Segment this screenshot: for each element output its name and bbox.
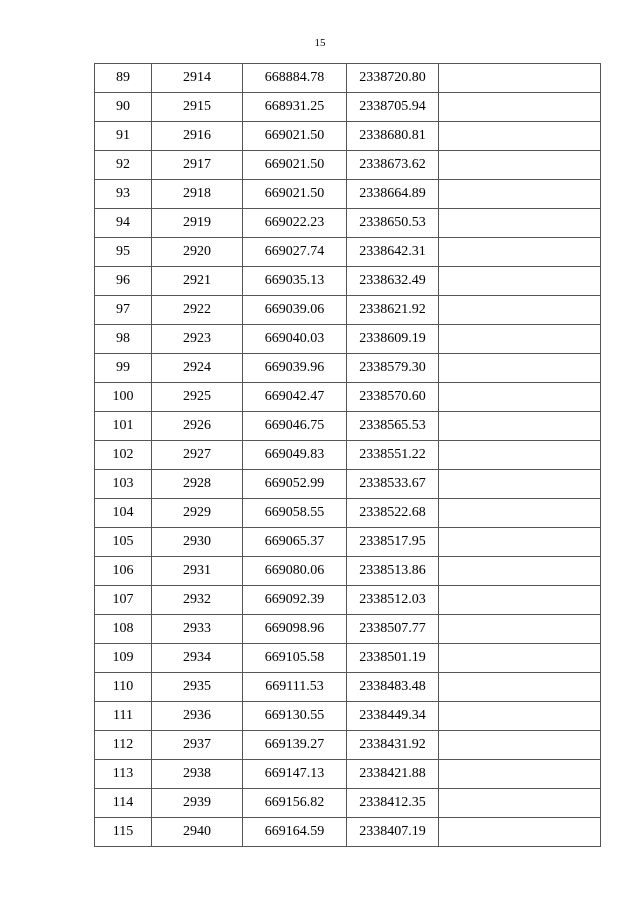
remarks-cell [439, 557, 601, 586]
point-number-cell: 2935 [152, 673, 243, 702]
table-row [95, 760, 601, 789]
point-number-cell: 2918 [152, 180, 243, 209]
remarks-cell [439, 760, 601, 789]
y-coordinate-cell: 2338421.88 [347, 760, 439, 789]
table-row [95, 789, 601, 818]
remarks-cell [439, 499, 601, 528]
x-coordinate-cell: 669130.55 [243, 702, 347, 731]
point-number-cell: 2916 [152, 122, 243, 151]
row-index-cell: 95 [95, 238, 152, 267]
y-coordinate-cell: 2338501.19 [347, 644, 439, 673]
remarks-cell [439, 383, 601, 412]
coordinate-table [94, 63, 601, 847]
point-number-cell: 2931 [152, 557, 243, 586]
remarks-cell [439, 64, 601, 93]
row-index-cell: 108 [95, 615, 152, 644]
remarks-cell [439, 325, 601, 354]
point-number-cell: 2932 [152, 586, 243, 615]
row-index-cell: 97 [95, 296, 152, 325]
table-row [95, 557, 601, 586]
remarks-cell [439, 731, 601, 760]
table-row [95, 267, 601, 296]
table-row [95, 209, 601, 238]
row-index-cell: 93 [95, 180, 152, 209]
remarks-cell [439, 296, 601, 325]
row-index-cell: 113 [95, 760, 152, 789]
point-number-cell: 2919 [152, 209, 243, 238]
row-index-cell: 89 [95, 64, 152, 93]
table-row [95, 325, 601, 354]
row-index-cell: 109 [95, 644, 152, 673]
remarks-cell [439, 615, 601, 644]
point-number-cell: 2933 [152, 615, 243, 644]
y-coordinate-cell: 2338579.30 [347, 354, 439, 383]
x-coordinate-cell: 669052.99 [243, 470, 347, 499]
point-number-cell: 2925 [152, 383, 243, 412]
table-row [95, 702, 601, 731]
y-coordinate-cell: 2338570.60 [347, 383, 439, 412]
y-coordinate-cell: 2338621.92 [347, 296, 439, 325]
point-number-cell: 2915 [152, 93, 243, 122]
y-coordinate-cell: 2338512.03 [347, 586, 439, 615]
table-row [95, 441, 601, 470]
table-row [95, 354, 601, 383]
point-number-cell: 2929 [152, 499, 243, 528]
y-coordinate-cell: 2338517.95 [347, 528, 439, 557]
table-row [95, 412, 601, 441]
remarks-cell [439, 93, 601, 122]
x-coordinate-cell: 669156.82 [243, 789, 347, 818]
x-coordinate-cell: 669039.06 [243, 296, 347, 325]
point-number-cell: 2923 [152, 325, 243, 354]
remarks-cell [439, 586, 601, 615]
point-number-cell: 2939 [152, 789, 243, 818]
point-number-cell: 2920 [152, 238, 243, 267]
table-row [95, 644, 601, 673]
y-coordinate-cell: 2338507.77 [347, 615, 439, 644]
row-index-cell: 107 [95, 586, 152, 615]
point-number-cell: 2924 [152, 354, 243, 383]
row-index-cell: 99 [95, 354, 152, 383]
row-index-cell: 103 [95, 470, 152, 499]
row-index-cell: 114 [95, 789, 152, 818]
x-coordinate-cell: 669058.55 [243, 499, 347, 528]
row-index-cell: 102 [95, 441, 152, 470]
y-coordinate-cell: 2338533.67 [347, 470, 439, 499]
table-row [95, 296, 601, 325]
y-coordinate-cell: 2338565.53 [347, 412, 439, 441]
remarks-cell [439, 528, 601, 557]
y-coordinate-cell: 2338609.19 [347, 325, 439, 354]
table-row [95, 151, 601, 180]
x-coordinate-cell: 668884.78 [243, 64, 347, 93]
table-row [95, 818, 601, 847]
x-coordinate-cell: 669098.96 [243, 615, 347, 644]
row-index-cell: 112 [95, 731, 152, 760]
point-number-cell: 2914 [152, 64, 243, 93]
point-number-cell: 2930 [152, 528, 243, 557]
table-row [95, 731, 601, 760]
y-coordinate-cell: 2338680.81 [347, 122, 439, 151]
point-number-cell: 2927 [152, 441, 243, 470]
point-number-cell: 2922 [152, 296, 243, 325]
table-row [95, 615, 601, 644]
remarks-cell [439, 441, 601, 470]
row-index-cell: 111 [95, 702, 152, 731]
point-number-cell: 2928 [152, 470, 243, 499]
remarks-cell [439, 412, 601, 441]
remarks-cell [439, 122, 601, 151]
row-index-cell: 90 [95, 93, 152, 122]
y-coordinate-cell: 2338407.19 [347, 818, 439, 847]
row-index-cell: 110 [95, 673, 152, 702]
x-coordinate-cell: 668931.25 [243, 93, 347, 122]
point-number-cell: 2921 [152, 267, 243, 296]
point-number-cell: 2936 [152, 702, 243, 731]
x-coordinate-cell: 669065.37 [243, 528, 347, 557]
remarks-cell [439, 818, 601, 847]
x-coordinate-cell: 669147.13 [243, 760, 347, 789]
point-number-cell: 2937 [152, 731, 243, 760]
row-index-cell: 104 [95, 499, 152, 528]
y-coordinate-cell: 2338431.92 [347, 731, 439, 760]
x-coordinate-cell: 669049.83 [243, 441, 347, 470]
y-coordinate-cell: 2338632.49 [347, 267, 439, 296]
x-coordinate-cell: 669021.50 [243, 151, 347, 180]
x-coordinate-cell: 669042.47 [243, 383, 347, 412]
x-coordinate-cell: 669092.39 [243, 586, 347, 615]
y-coordinate-cell: 2338449.34 [347, 702, 439, 731]
row-index-cell: 94 [95, 209, 152, 238]
x-coordinate-cell: 669105.58 [243, 644, 347, 673]
remarks-cell [439, 702, 601, 731]
row-index-cell: 115 [95, 818, 152, 847]
remarks-cell [439, 673, 601, 702]
point-number-cell: 2938 [152, 760, 243, 789]
y-coordinate-cell: 2338642.31 [347, 238, 439, 267]
remarks-cell [439, 267, 601, 296]
y-coordinate-cell: 2338705.94 [347, 93, 439, 122]
remarks-cell [439, 789, 601, 818]
row-index-cell: 98 [95, 325, 152, 354]
x-coordinate-cell: 669021.50 [243, 180, 347, 209]
table-row [95, 93, 601, 122]
x-coordinate-cell: 669040.03 [243, 325, 347, 354]
remarks-cell [439, 470, 601, 499]
row-index-cell: 91 [95, 122, 152, 151]
y-coordinate-cell: 2338650.53 [347, 209, 439, 238]
row-index-cell: 105 [95, 528, 152, 557]
x-coordinate-cell: 669027.74 [243, 238, 347, 267]
point-number-cell: 2926 [152, 412, 243, 441]
remarks-cell [439, 209, 601, 238]
table-row [95, 64, 601, 93]
table-body [95, 64, 601, 847]
x-coordinate-cell: 669039.96 [243, 354, 347, 383]
remarks-cell [439, 644, 601, 673]
y-coordinate-cell: 2338673.62 [347, 151, 439, 180]
x-coordinate-cell: 669035.13 [243, 267, 347, 296]
table-row [95, 238, 601, 267]
table-row [95, 586, 601, 615]
x-coordinate-cell: 669022.23 [243, 209, 347, 238]
remarks-cell [439, 151, 601, 180]
x-coordinate-cell: 669046.75 [243, 412, 347, 441]
table-row [95, 383, 601, 412]
table-row [95, 180, 601, 209]
row-index-cell: 106 [95, 557, 152, 586]
x-coordinate-cell: 669021.50 [243, 122, 347, 151]
table-row [95, 499, 601, 528]
row-index-cell: 96 [95, 267, 152, 296]
table-row [95, 122, 601, 151]
table-row [95, 673, 601, 702]
point-number-cell: 2940 [152, 818, 243, 847]
table-row [95, 528, 601, 557]
point-number-cell: 2934 [152, 644, 243, 673]
x-coordinate-cell: 669139.27 [243, 731, 347, 760]
x-coordinate-cell: 669080.06 [243, 557, 347, 586]
page-number: 15 [314, 37, 326, 49]
y-coordinate-cell: 2338513.86 [347, 557, 439, 586]
y-coordinate-cell: 2338664.89 [347, 180, 439, 209]
y-coordinate-cell: 2338412.35 [347, 789, 439, 818]
x-coordinate-cell: 669164.59 [243, 818, 347, 847]
y-coordinate-cell: 2338551.22 [347, 441, 439, 470]
row-index-cell: 100 [95, 383, 152, 412]
row-index-cell: 101 [95, 412, 152, 441]
x-coordinate-cell: 669111.53 [243, 673, 347, 702]
table-row [95, 470, 601, 499]
remarks-cell [439, 180, 601, 209]
remarks-cell [439, 238, 601, 267]
row-index-cell: 92 [95, 151, 152, 180]
y-coordinate-cell: 2338522.68 [347, 499, 439, 528]
remarks-cell [439, 354, 601, 383]
point-number-cell: 2917 [152, 151, 243, 180]
y-coordinate-cell: 2338720.80 [347, 64, 439, 93]
y-coordinate-cell: 2338483.48 [347, 673, 439, 702]
